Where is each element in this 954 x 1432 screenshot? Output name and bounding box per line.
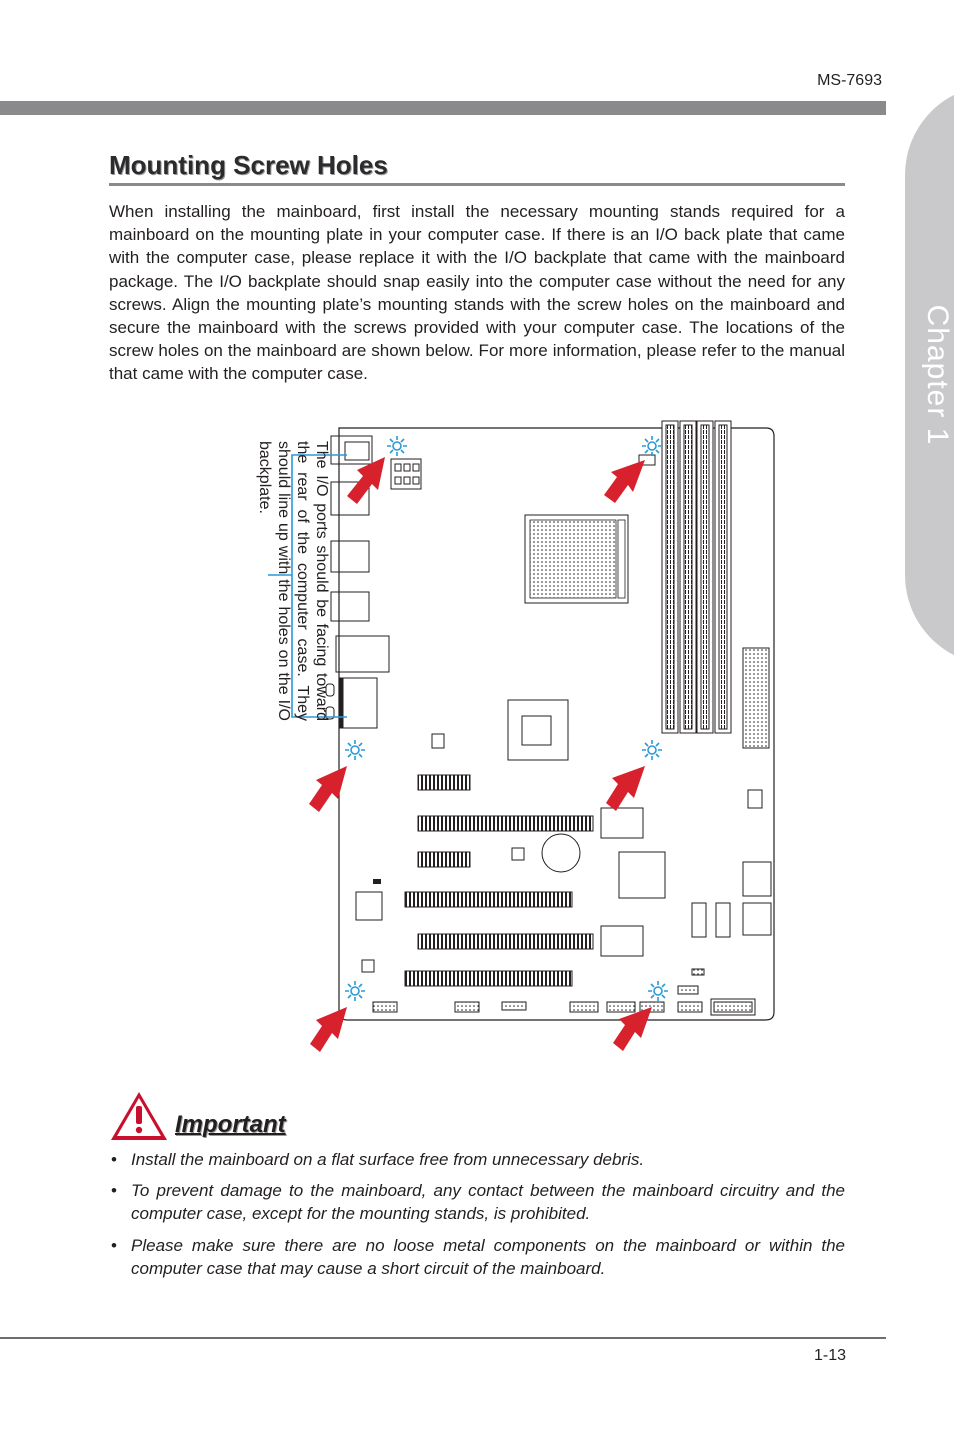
arrow: [613, 1007, 652, 1051]
pcie-x16-slots: [418, 808, 643, 956]
sata-connectors: [692, 862, 771, 937]
important-label: Important: [175, 1111, 286, 1138]
arrow: [310, 1007, 347, 1052]
intro-paragraph: When installing the mainboard, first install the necessary mounting stands required for a mainboard on the mounting plate in your computer case. If there is an I/O back plate that came with the computer case, please replace it with the I/O backplate that came with the mainboard package. The I/O backplate should snap easily into the computer case without the need for any screws. Align the mounting plate’s mounting stands with the screw holes on the mainboard and secure the mainboard with the screws provided with your computer case. The locations of the screw holes on the mainboard are shown below. For more information, please refer to the manual that came with the computer case.: [109, 202, 845, 384]
screw-hole: [345, 981, 365, 1001]
io-callout-text: The I/O ports should be facing toward the rear of the computer case. They should line up with the holes on the I/O backplate.: [256, 441, 330, 721]
chapter-tab-label: Chapter 1: [921, 304, 954, 446]
dimm-slots: [662, 421, 731, 733]
cpu-socket: [525, 515, 628, 603]
arrow: [606, 766, 645, 811]
arrow: [604, 460, 645, 503]
header-bar: [0, 101, 886, 115]
arrow: [309, 766, 347, 812]
important-list: [109, 1148, 845, 1288]
list-item: • Please make sure there are no loose metal components on the mainboard or within the computer case that may cause a short circuit of the mainboard.: [111, 1235, 845, 1278]
cpu-power-connector: [391, 459, 421, 489]
model-number: MS-7693: [817, 72, 882, 89]
section-title: Mounting Screw Holes: [109, 150, 388, 180]
cmos-battery: [542, 834, 580, 872]
northbridge: [508, 700, 568, 760]
screw-hole: [642, 436, 662, 456]
screw-hole: [387, 436, 407, 456]
list-item: • To prevent damage to the mainboard, any contact between the mainboard circuitry and the computer case, except for the mounting stands, is prohibited.: [111, 1181, 845, 1224]
screw-hole: [345, 740, 365, 760]
screw-hole: [642, 740, 662, 760]
screw-holes: [345, 436, 668, 1001]
title-rule: [109, 183, 845, 186]
list-item: • Install the mainboard on a flat surface free from unnecessary debris.: [111, 1150, 645, 1169]
warning-icon: [109, 1090, 169, 1142]
footer-rule: [0, 1337, 886, 1339]
atx-power-connector: [743, 648, 769, 748]
page-number: 1-13: [813, 1347, 846, 1364]
screw-hole: [648, 981, 668, 1001]
